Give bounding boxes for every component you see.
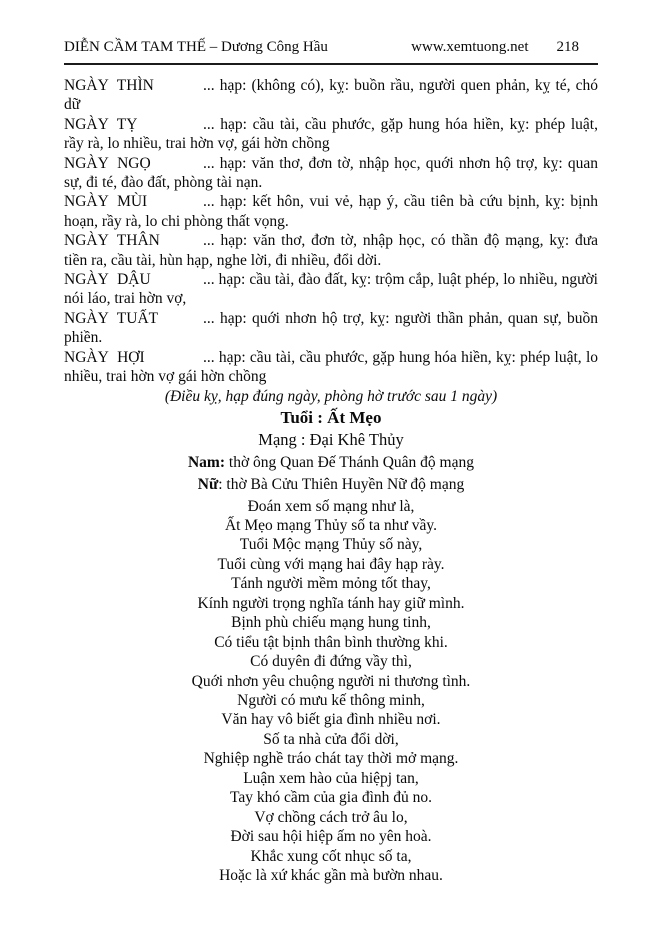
poem-line: Khắc xung cốt nhục số ta, — [250, 847, 412, 865]
page-number: 218 — [556, 39, 579, 55]
poem-line: Tuổi Mộc mạng Thủy số này, — [239, 536, 423, 554]
day-row-ty — [64, 115, 598, 154]
day-text: ... hạp: cầu tài, đào đất, kỵ: trộm cắp, luật phép, lo nhiều, người nói láo, trai hờn vợ, — [64, 271, 598, 308]
poem-line: Tánh người mềm mỏng tốt thay, — [231, 575, 431, 593]
heading-block — [64, 387, 598, 497]
fortune-poem — [64, 497, 598, 886]
day-label: NGÀY THÌN — [64, 77, 154, 94]
page-header — [64, 38, 598, 65]
day-row-thin — [64, 76, 598, 115]
note-line: (Điều kỵ, hạp đúng ngày, phòng hờ trước sau 1 ngày) — [164, 387, 498, 405]
poem-line: Đời sau hội hiệp ấm no yên hoà. — [230, 828, 432, 846]
worship-female-text: : thờ Bà Cửu Thiên Huyền Nữ độ mạng — [218, 476, 465, 493]
poem-line: Hoặc là xứ khác gần mà bườn nhau. — [219, 867, 443, 885]
poem-line: Số ta nhà cửa đổi dời, — [263, 730, 399, 748]
poem-line: Văn hay vô biết gia đình nhiều nơi. — [221, 711, 441, 729]
poem-line: Có tiểu tật bịnh thân bình thường khi. — [214, 633, 448, 651]
poem-line: Tuổi cùng với mạng hai đây hạp rày. — [217, 555, 445, 573]
age-title: Tuổi : Ất Mẹo — [280, 407, 382, 427]
destiny-line: Mạng : Đại Khê Thủy — [258, 430, 404, 449]
poem-line: Luận xem hào của hiệpj tan, — [243, 769, 419, 787]
day-label: NGÀY HỢI — [64, 348, 145, 366]
poem-line: Kính người trọng nghĩa tánh hay giữ mình. — [197, 594, 465, 612]
poem-line: Tay khó cầm của gia đình đủ no. — [229, 789, 433, 807]
day-rules-list — [64, 76, 598, 387]
poem-line: Có duyên đi đứng vầy thì, — [250, 653, 412, 671]
day-text: ... hạp: cầu tài, cầu phước, gặp hung hóa hiền, kỵ: phép luật, lo nhiều, trai hờn vợ gái hờn chồng — [64, 348, 598, 386]
day-label: NGÀY NGỌ — [64, 154, 151, 172]
worship-male-label: Nam: — [187, 453, 226, 471]
day-row-mui — [64, 192, 598, 231]
poem-line: Bịnh phù chiếu mạng hung tinh, — [231, 614, 431, 632]
day-text: ... hạp: kết hôn, vui vẻ, hạp ý, cầu tiên bà cứu bịnh, kỵ: bịnh hoạn, rầy rà, lo chi phòng thất vọng. — [64, 193, 598, 230]
worship-female-label: Nữ — [197, 476, 219, 493]
day-label: NGÀY THÂN — [64, 232, 160, 250]
day-text: ... hạp: văn thơ, đơn tờ, nhập học, có thần độ mạng, kỵ: đưa tiền ra, cầu tài, hùn hạp, nghe lời, đi nhiều, đổi dời. — [64, 232, 598, 269]
worship-female-line — [64, 474, 598, 497]
website-url: www.xemtuong.net — [411, 39, 529, 55]
worship-male-line — [64, 452, 598, 475]
poem-line: Người có mưu kế thông minh, — [237, 692, 425, 710]
day-row-hoi — [64, 348, 598, 387]
worship-male-text: thờ ông Quan Đế Thánh Quân độ mạng — [225, 453, 474, 471]
day-row-ngo — [64, 154, 598, 193]
day-text: ... hạp: quới nhơn hộ trợ, kỵ: người thần phản, quan sự, buồn phiền. — [64, 309, 598, 347]
day-text: ... hạp: văn thơ, đơn tờ, nhập học, quới nhơn hộ trợ, kỵ: quan sự, đi té, đào đất, phòng tài nạn. — [64, 154, 598, 192]
day-label: NGÀY TUẤT — [64, 309, 159, 327]
poem-line: Vợ chồng cách trở âu lo, — [254, 808, 408, 826]
poem-line: Ất Mẹo mạng Thủy số ta như vầy. — [224, 516, 438, 534]
book-title: DIỄN CẦM TAM THẾ – Dương Công Hầu — [64, 39, 328, 55]
poem-line: Nghiệp nghề tráo chát tay thời mở mạng. — [203, 750, 459, 768]
day-row-than — [64, 231, 598, 270]
day-label: NGÀY DẬU — [64, 271, 151, 289]
day-row-tuat — [64, 309, 598, 348]
day-text: ... hạp: (không có), kỵ: buồn rầu, người quen phản, kỵ té, chó dữ — [64, 77, 598, 114]
day-label: NGÀY MÙI — [64, 193, 148, 211]
poem-line: Quới nhơn yêu chuộng người ni thương tình. — [191, 672, 471, 690]
day-row-dau — [64, 270, 598, 309]
day-label: NGÀY TỴ — [64, 115, 138, 133]
poem-line: Đoán xem số mạng như là, — [247, 497, 415, 515]
day-text: ... hạp: cầu tài, cầu phước, gặp hung hóa hiền, kỵ: phép luật, rầy rà, lo nhiều, trai hờn vợ, gái hờn chồng — [64, 115, 598, 153]
